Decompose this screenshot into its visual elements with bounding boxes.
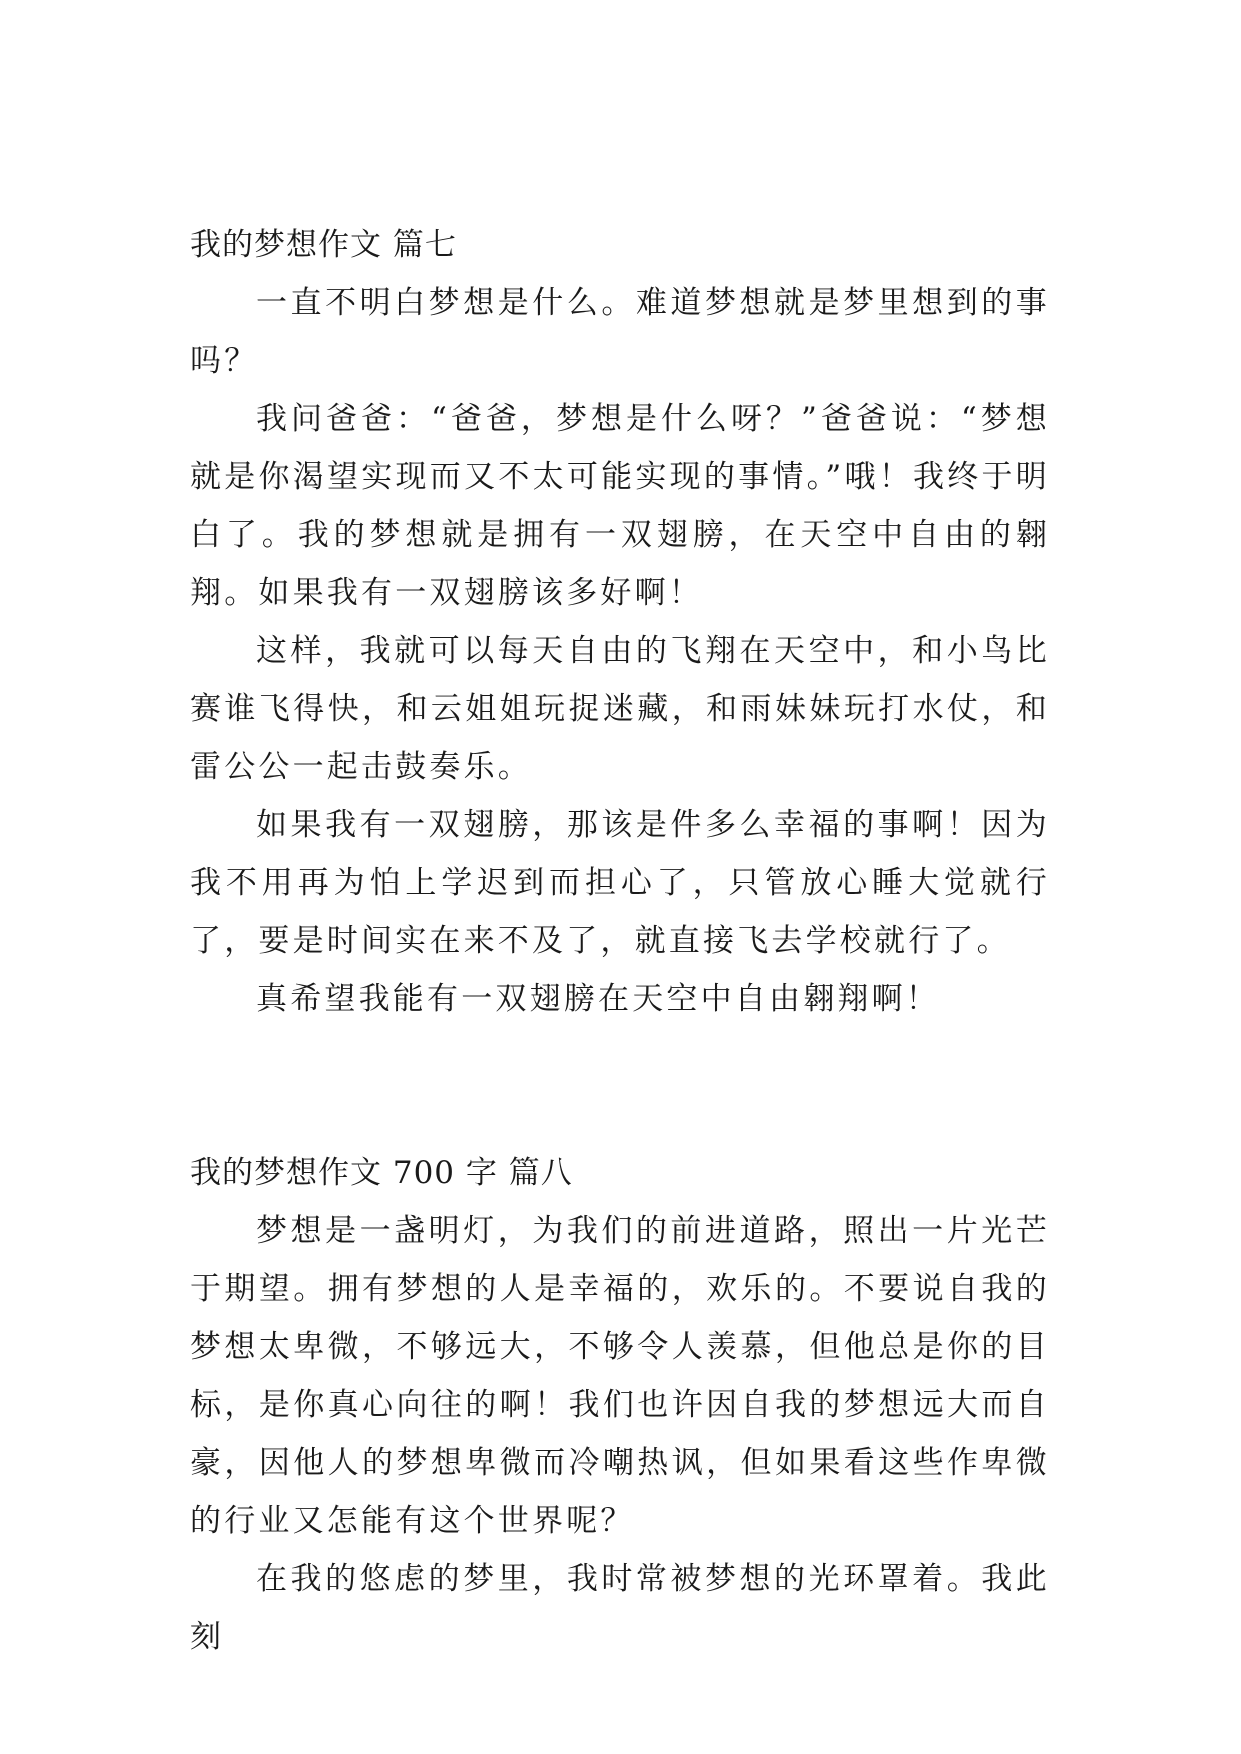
section-title-8: 我的梦想作文 700 字 篇八 [190, 1155, 573, 1191]
paragraph: 在我的悠虑的梦里，我时常被梦想的光环罩着。我此刻 [190, 1561, 1050, 1655]
paragraph: 真希望我能有一双翅膀在天空中自由翱翔啊！ [256, 981, 940, 1017]
article-body [190, 216, 1050, 1666]
section-title-7: 我的梦想作文 篇七 [190, 227, 457, 263]
paragraph: 一直不明白梦想是什么。难道梦想就是梦里想到的事吗？ [190, 285, 1050, 379]
paragraph: 这样，我就可以每天自由的飞翔在天空中，和小鸟比赛谁飞得快，和云姐姐玩捉迷藏，和雨妹妹玩打水仗，和雷公公一起击鼓奏乐。 [190, 633, 1050, 785]
section-spacer [190, 1028, 1050, 1144]
paragraph: 我问爸爸：“爸爸，梦想是什么呀？”爸爸说：“梦想就是你渴望实现而又不太可能实现的事情。”哦！我终于明白了。我的梦想就是拥有一双翅膀，在天空中自由的翱翔。如果我有一双翅膀该多好啊！ [190, 401, 1050, 611]
paragraph: 如果我有一双翅膀，那该是件多么幸福的事啊！因为我不用再为怕上学迟到而担心了，只管放心睡大觉就行了，要是时间实在来不及了，就直接飞去学校就行了。 [190, 807, 1050, 959]
paragraph: 梦想是一盏明灯，为我们的前进道路，照出一片光芒于期望。拥有梦想的人是幸福的，欢乐的。不要说自我的梦想太卑微，不够远大，不够令人羡慕，但他总是你的目标，是你真心向往的啊！我们也许因自我的梦想远大而自豪，因他人的梦想卑微而冷嘲热讽，但如果看这些作卑微的行业又怎能有这个世界呢？ [190, 1213, 1050, 1539]
